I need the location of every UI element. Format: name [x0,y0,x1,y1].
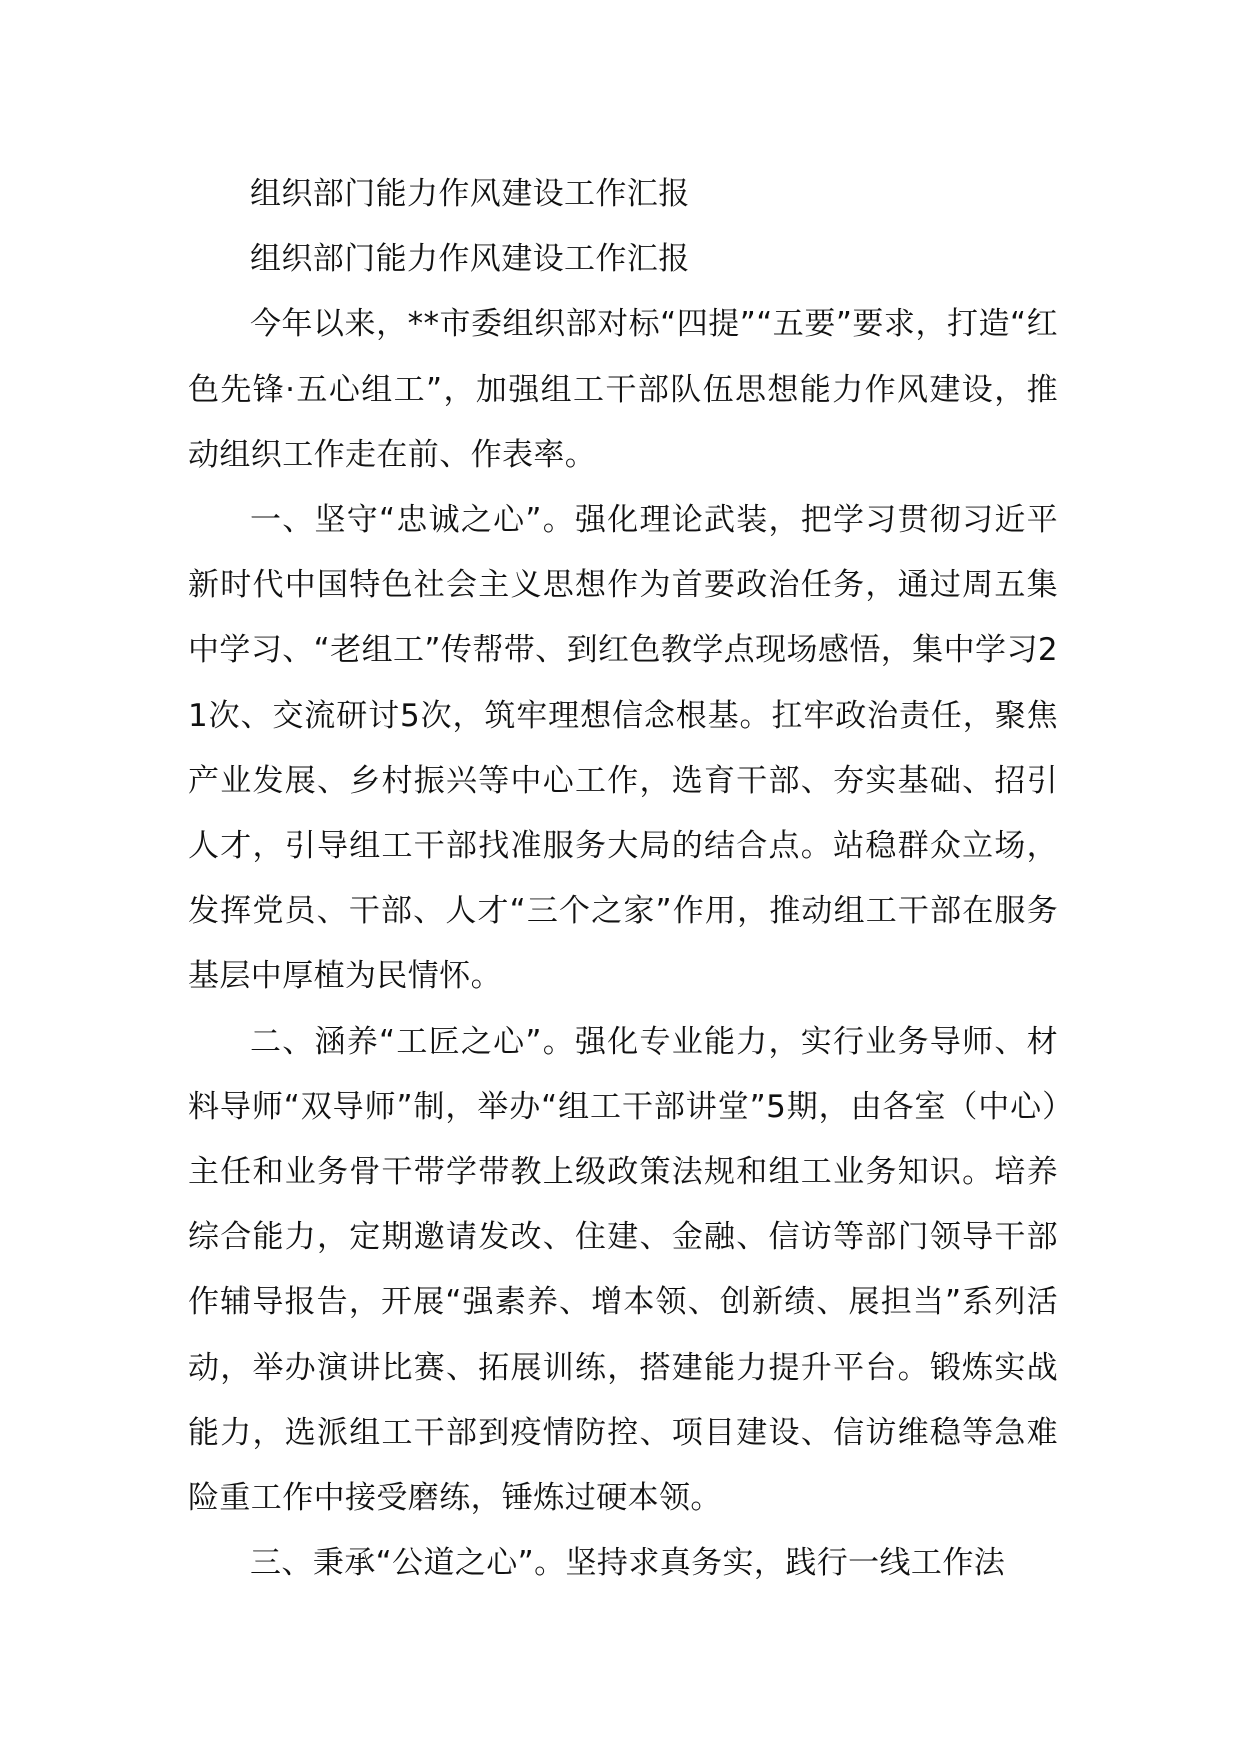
paragraph-section-2: 二、涵养“工匠之心”。强化专业能力，实行业务导师、材料导师“双导师”制，举办“组工干部讲堂”5期，由各室（中心）主任和业务骨干带学带教上级政策法规和组工业务知识。培养综合能力，定期邀请发改、住建、金融、信访等部门领导干部作辅导报告，开展“强素养、增本领、创新绩、展担当”系列活动，举办演讲比赛、拓展训练，搭建能力提升平台。锻炼实战能力，选派组工干部到疫情防控、项目建设、信访维稳等急难险重工作中接受磨练，锤炼过硬本领。 [188,1023,1058,1517]
paragraph-intro: 今年以来，**市委组织部对标“四提”“五要”要求，打造“红色先锋·五心组工”，加强组工干部队伍思想能力作风建设，推动组织工作走在前、作表率。 [188,306,1058,473]
document-body [188,162,1058,1596]
document-title: 组织部门能力作风建设工作汇报 [250,176,690,212]
document-subtitle: 组织部门能力作风建设工作汇报 [250,241,690,278]
paragraph-section-3: 三、秉承“公道之心”。坚持求真务实，践行一线工作法 [250,1545,1006,1582]
paragraph-section-1: 一、坚守“忠诚之心”。强化理论武装，把学习贯彻习近平新时代中国特色社会主义思想作为首要政治任务，通过周五集中学习、“老组工”传帮带、到红色教学点现场感悟，集中学习21次、交流研讨5次，筑牢理想信念根基。扛牢政治责任，聚焦产业发展、乡村振兴等中心工作，选育干部、夯实基础、招引人才，引导组工干部找准服务大局的结合点。站稳群众立场，发挥党员、干部、人才“三个之家”作用，推动组工干部在服务基层中厚植为民情怀。 [188,502,1058,995]
